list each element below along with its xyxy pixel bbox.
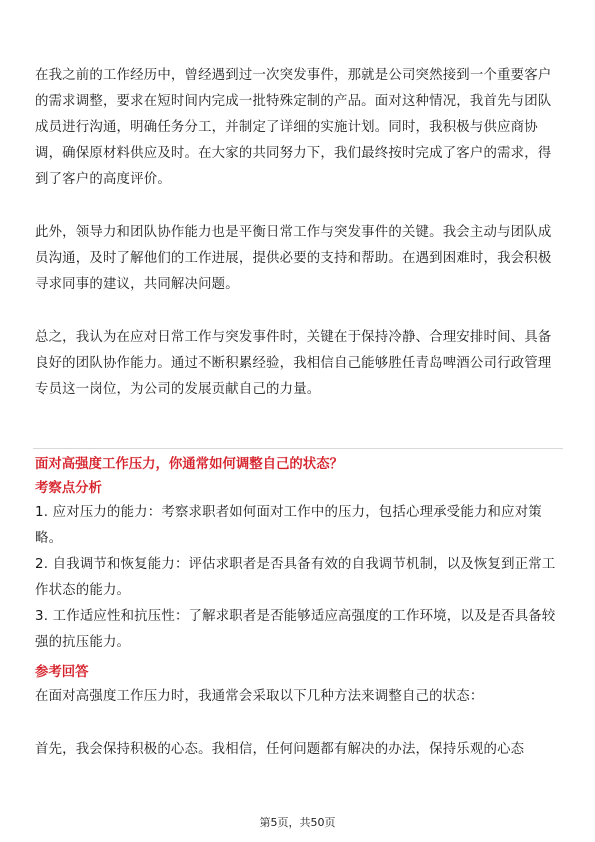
- paragraph-experience: 在我之前的工作经历中，曾经遇到过一次突发事件，那就是公司突然接到一个重要客户的需求调整，要求在短时间内完成一批特殊定制的产品。面对这种情况，我首先与团队成员进行沟通，明确任务分工，并制定了详细的实施计划。同时，我积极与供应商协调，确保原材料供应及时。在大家的共同努力下，我们最终按时完成了客户的需求，得到了客户的高度评价。: [35, 68, 552, 187]
- analysis-heading: 考察点分析: [35, 481, 102, 496]
- page-number: 第5页，共50页: [259, 816, 336, 829]
- answer-block: [35, 662, 565, 763]
- answer-intro: 在面对高强度工作压力时，我通常会采取以下几种方法来调整自己的状态：: [35, 689, 484, 704]
- paragraph-summary: 总之，我认为在应对日常工作与突发事件时，关键在于保持冷静、合理安排时间、具备良好的团队协作能力。通过不断积累经验，我相信自己能够胜任青岛啤酒公司行政管理专员这一岗位，为公司的发展贡献自己的力量。: [35, 330, 552, 397]
- section-divider: [33, 448, 563, 449]
- top-content: [35, 63, 565, 403]
- analysis-item: 2. 自我调节和恢复能力：评估求职者是否具备有效的自我调节机制，以及恢复到正常工作状态的能力。: [35, 557, 556, 598]
- paragraph-leadership: 此外，领导力和团队协作能力也是平衡日常工作与突发事件的关键。我会主动与团队成员沟通，及时了解他们的工作进展，提供必要的支持和帮助。在遇到困难时，我会积极寻求同事的建议，共同解决问题。: [35, 225, 552, 292]
- answer-heading: 参考回答: [35, 665, 89, 680]
- question-title: 面对高强度工作压力，你通常如何调整自己的状态？: [35, 457, 343, 472]
- question-section: [35, 452, 565, 763]
- analysis-item: 1. 应对压力的能力：考察求职者如何面对工作中的压力，包括心理承受能力和应对策略。: [35, 505, 542, 546]
- answer-first-point: 首先，我会保持积极的心态。我相信，任何问题都有解决的办法，保持乐观的心态: [35, 742, 525, 757]
- analysis-item: 3. 工作适应性和抗压性：了解求职者是否能够适应高强度的工作环境，以及是否具备较强的抗压能力。: [35, 609, 556, 650]
